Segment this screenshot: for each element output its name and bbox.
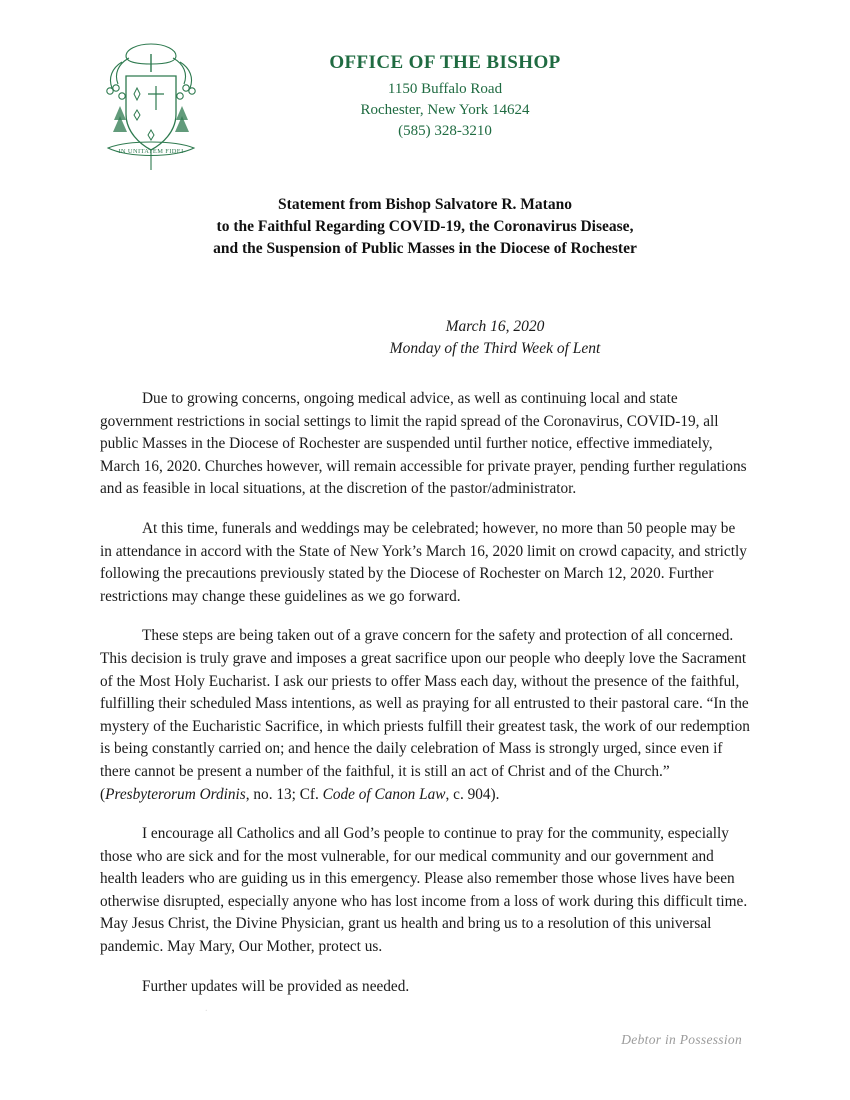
statement-heading-line-1: Statement from Bishop Salvatore R. Matano [278, 196, 572, 213]
statement-heading [0, 194, 850, 260]
phone-number: (585) 328-3210 [398, 123, 492, 139]
letterhead [0, 0, 850, 180]
liturgical-day: Monday of the Third Week of Lent [389, 340, 601, 357]
office-title: OFFICE OF THE BISHOP [329, 52, 561, 73]
body-paragraph-3-text-3: , c. 904). [445, 785, 500, 803]
statement-heading-line-3: and the Suspension of Public Masses in the Diocese of Rochester [213, 240, 637, 257]
body-paragraph-3 [100, 625, 750, 806]
diocesan-coat-of-arms-icon [96, 36, 206, 176]
letterhead-text-block [230, 52, 660, 142]
address-line-2: Rochester, New York 14624 [360, 102, 530, 118]
address-line-1: 1150 Buffalo Road [387, 81, 503, 97]
letter-body [100, 388, 750, 998]
body-paragraph-3-text-2: , no. 13; Cf. [245, 785, 323, 803]
statement-heading-line-2: to the Faithful Regarding COVID-19, the Coronavirus Disease, [216, 218, 634, 235]
body-paragraph-4: I encourage all Catholics and all God’s people to continue to pray for the community, especially those who are sick and for the most vulnerable, for our medical community and our government and health leaders who are guiding us in this emergency. Please also remember those whose lives have been otherwise disrupted, especially anyone who has lost income from a loss of work during this difficult time. May Jesus Christ, the Divine Physician, grant us health and bring us to a resolution of this universal pandemic. May Mary, Our Mother, protect us. [100, 825, 748, 956]
body-paragraph-2: At this time, funerals and weddings may be celebrated; however, no more than 50 people may be in attendance in accord with the State of New York’s March 16, 2020 limit on crowd capacity, and strictly following the precautions previously stated by the Diocese of Rochester on March 12, 2020. Further restrictions may change these guidelines as we go forward. [100, 519, 747, 605]
date-block [0, 316, 850, 360]
body-paragraph-5: Further updates will be provided as needed. [142, 977, 410, 995]
crest-motto-text: IN UNITATEM FIDEI [118, 148, 184, 155]
statement-date: March 16, 2020 [445, 318, 545, 335]
body-paragraph-1: Due to growing concerns, ongoing medical advice, as well as continuing local and state government restrictions in social settings to limit the rapid spread of the Coronavirus, COVID-19, all public Masses in the Diocese of Rochester are suspended until further notice, effective immediately, March 16, 2020. Churches however, will remain accessible for private prayer, pending further regulations and as feasible in local situations, at the discretion of the pastor/administrator. [100, 390, 747, 498]
footer-stamp: Debtor in Possession [621, 1032, 742, 1047]
body-paragraph-3-text-1: These steps are being taken out of a grave concern for the safety and protection of all concerned. This decision is truly grave and imposes a great sacrifice upon our people who deeply love the Sacrament of the Most Holy Eucharist. I ask our priests to offer Mass each day, without the presence of the faithful, fulfilling their scheduled Mass intentions, as well as praying for all entrusted to their pastoral care. “In the mystery of the Eucharistic Sacrifice, in which priests fulfill their greatest task, the work of our redemption is being constantly carried on; and hence the daily celebration of Mass is strongly urged, since even if there cannot be present a number of the faithful, it is still an act of Christ and of the Church.” ( [100, 627, 750, 803]
citation-code-of-canon-law: Code of Canon Law [322, 785, 446, 803]
page-smudge-mark: . [205, 1003, 208, 1014]
citation-presbyterorum-ordinis: Presbyterorum Ordinis [105, 785, 246, 803]
